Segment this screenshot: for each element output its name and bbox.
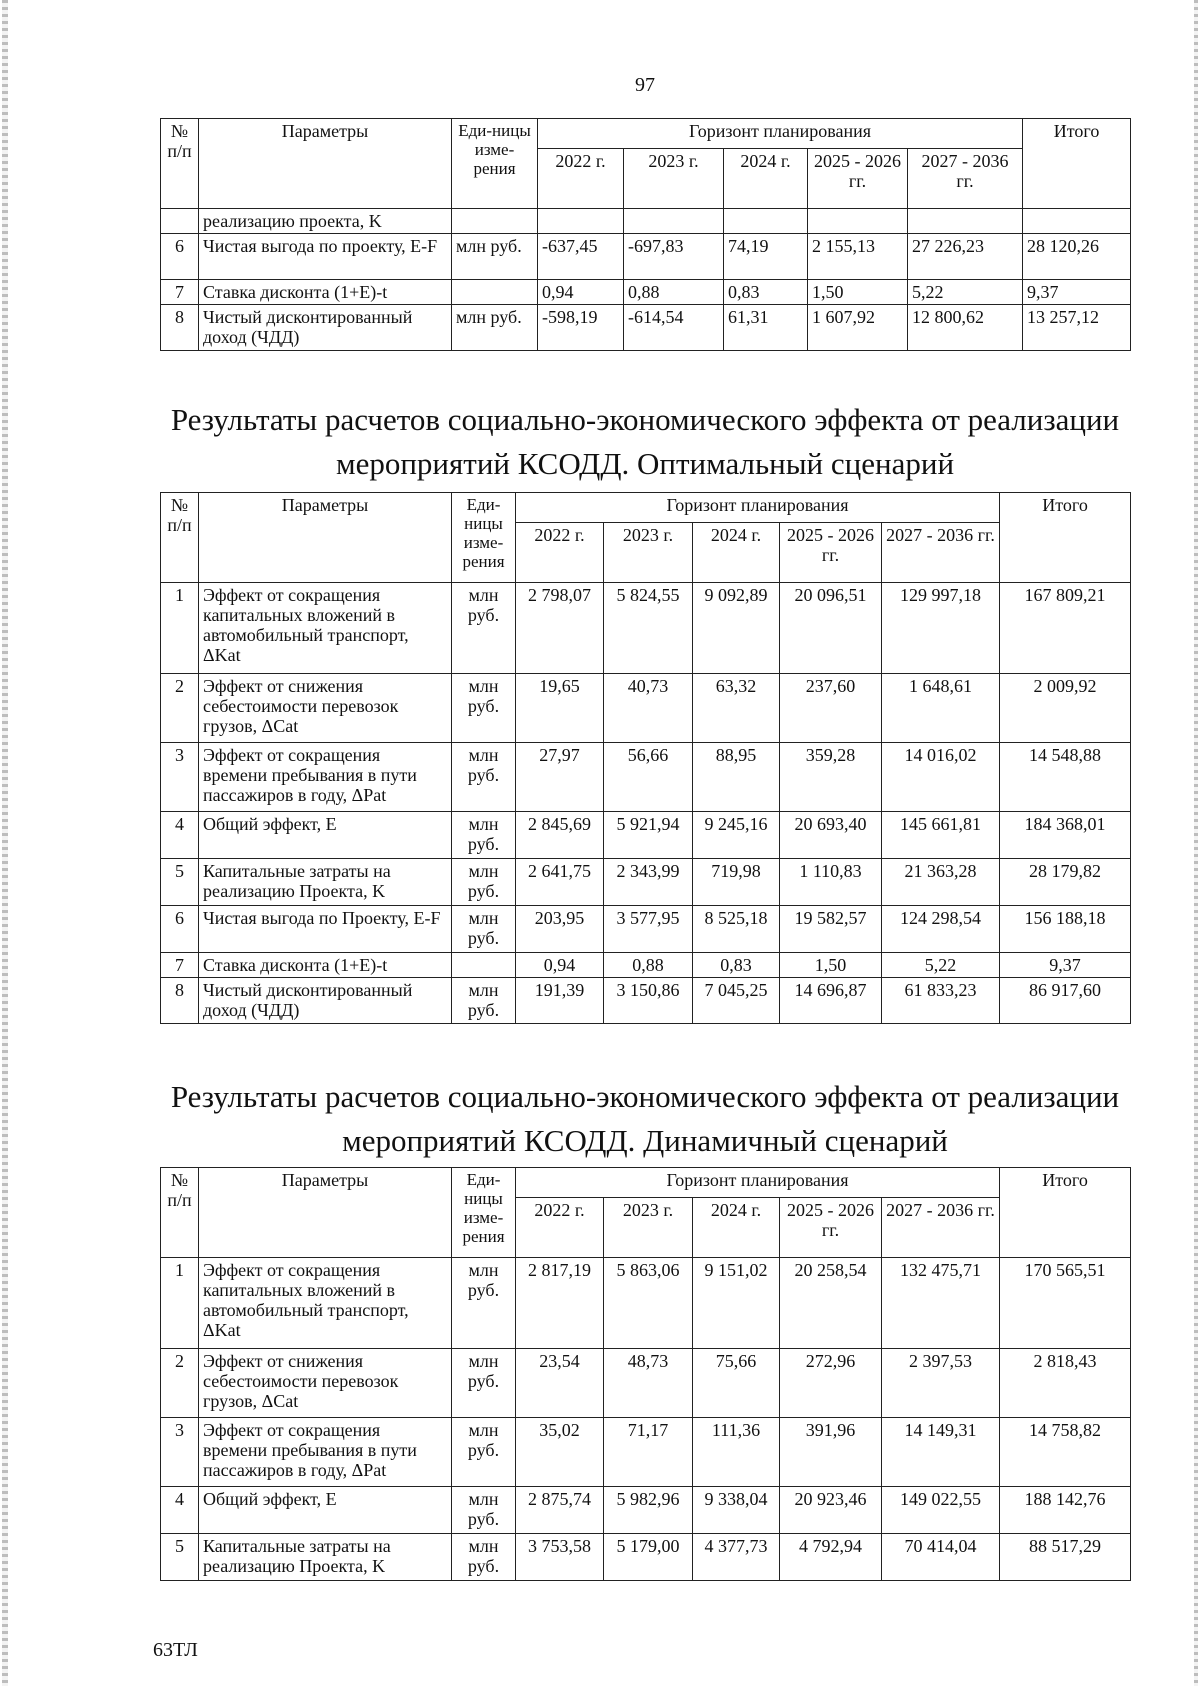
row-total: 156 188,18 — [1000, 906, 1131, 953]
row-value: 70 414,04 — [882, 1534, 1000, 1581]
row-value: 3 577,95 — [604, 906, 693, 953]
table-row — [161, 859, 1131, 906]
row-value: -598,19 — [538, 305, 624, 351]
row-value: 20 923,46 — [780, 1487, 882, 1534]
header-year-2025-2026: 2025 - 2026 гг. — [808, 149, 908, 209]
row-value: 9 338,04 — [693, 1487, 780, 1534]
row-unit: млн руб. — [452, 1418, 516, 1487]
continued-table — [160, 118, 1131, 351]
header-year-2024: 2024 г. — [693, 523, 780, 583]
header-year-2027-2036: 2027 - 2036 гг. — [882, 1198, 1000, 1258]
row-unit: млн руб. — [452, 743, 516, 812]
row-value: 19,65 — [516, 674, 604, 743]
dynamic-scenario-table — [160, 1167, 1131, 1581]
row-value — [808, 209, 908, 234]
row-value: 1,50 — [808, 280, 908, 305]
row-number: 4 — [161, 812, 199, 859]
row-value: 21 363,28 — [882, 859, 1000, 906]
row-unit: млн руб. — [452, 978, 516, 1024]
row-number: 6 — [161, 906, 199, 953]
row-value: 124 298,54 — [882, 906, 1000, 953]
row-value: 145 661,81 — [882, 812, 1000, 859]
row-total: 13 257,12 — [1023, 305, 1131, 351]
row-value: 129 997,18 — [882, 583, 1000, 674]
header-total: Итого — [1000, 1168, 1131, 1258]
header-num: № п/п — [161, 119, 199, 209]
row-value: 7 045,25 — [693, 978, 780, 1024]
row-number: 4 — [161, 1487, 199, 1534]
row-value: 0,88 — [604, 953, 693, 978]
row-value: 61,31 — [724, 305, 808, 351]
row-value — [624, 209, 724, 234]
row-value: 0,83 — [724, 280, 808, 305]
header-year-2024: 2024 г. — [724, 149, 808, 209]
row-unit: млн руб. — [452, 674, 516, 743]
row-unit: млн руб. — [452, 906, 516, 953]
row-total: 2 818,43 — [1000, 1349, 1131, 1418]
row-value: 75,66 — [693, 1349, 780, 1418]
row-total: 14 758,82 — [1000, 1418, 1131, 1487]
table-row — [161, 1534, 1131, 1581]
header-total: Итого — [1000, 493, 1131, 583]
row-value: 20 096,51 — [780, 583, 882, 674]
row-value: 203,95 — [516, 906, 604, 953]
row-parameter: реализацию проекта, K — [199, 209, 452, 234]
row-value: 4 377,73 — [693, 1534, 780, 1581]
row-value: 20 693,40 — [780, 812, 882, 859]
row-unit: млн руб. — [452, 305, 538, 351]
table-row — [161, 209, 1131, 234]
row-value: 5,22 — [908, 280, 1023, 305]
row-unit: млн руб. — [452, 859, 516, 906]
table-row — [161, 1418, 1131, 1487]
row-value: 20 258,54 — [780, 1258, 882, 1349]
row-value: 2 798,07 — [516, 583, 604, 674]
row-total: 88 517,29 — [1000, 1534, 1131, 1581]
header-units: Еди-ницы изме-рения — [452, 119, 538, 209]
row-total: 188 142,76 — [1000, 1487, 1131, 1534]
row-value: 5 982,96 — [604, 1487, 693, 1534]
row-total: 9,37 — [1023, 280, 1131, 305]
row-parameter: Капитальные затраты на реализацию Проекта, K — [199, 859, 452, 906]
table-row — [161, 812, 1131, 859]
row-parameter: Чистая выгода по проекту, E-F — [199, 234, 452, 280]
header-year-2027-2036: 2027 - 2036 гг. — [882, 523, 1000, 583]
table-row — [161, 1487, 1131, 1534]
row-value: 27 226,23 — [908, 234, 1023, 280]
row-value: 4 792,94 — [780, 1534, 882, 1581]
header-params: Параметры — [199, 1168, 452, 1258]
row-value: -637,45 — [538, 234, 624, 280]
row-number — [161, 209, 199, 234]
row-value: 5,22 — [882, 953, 1000, 978]
row-value: 272,96 — [780, 1349, 882, 1418]
optimal-title-line-1: Результаты расчетов социально-экономического эффекта от реализации — [170, 402, 1120, 437]
row-number: 6 — [161, 234, 199, 280]
row-value: 63,32 — [693, 674, 780, 743]
table-row — [161, 1258, 1131, 1349]
row-value: 5 921,94 — [604, 812, 693, 859]
row-value — [908, 209, 1023, 234]
header-year-2024: 2024 г. — [693, 1198, 780, 1258]
row-value: 12 800,62 — [908, 305, 1023, 351]
row-parameter: Эффект от сокращения капитальных вложений в автомобильный транспорт, ΔKat — [199, 1258, 452, 1349]
header-year-2027-2036: 2027 - 2036 гг. — [908, 149, 1023, 209]
scan-edge-left — [2, 0, 8, 1686]
row-parameter: Капитальные затраты на реализацию Проекта, K — [199, 1534, 452, 1581]
header-params: Параметры — [199, 119, 452, 209]
row-number: 8 — [161, 305, 199, 351]
row-value: -697,83 — [624, 234, 724, 280]
row-value: 0,94 — [516, 953, 604, 978]
row-value: 3 150,86 — [604, 978, 693, 1024]
row-number: 3 — [161, 1418, 199, 1487]
row-value: 1,50 — [780, 953, 882, 978]
row-unit: млн руб. — [452, 1258, 516, 1349]
header-horizon: Горизонт планирования — [516, 1168, 1000, 1198]
row-total: 28 179,82 — [1000, 859, 1131, 906]
table-row — [161, 906, 1131, 953]
row-unit: млн руб. — [452, 812, 516, 859]
row-value: 88,95 — [693, 743, 780, 812]
row-value: 14 016,02 — [882, 743, 1000, 812]
row-parameter: Эффект от снижения себестоимости перевозок грузов, ΔCat — [199, 1349, 452, 1418]
row-value: 359,28 — [780, 743, 882, 812]
row-unit: млн руб. — [452, 1349, 516, 1418]
row-parameter: Эффект от сокращения времени пребывания в пути пассажиров в году, ΔPat — [199, 743, 452, 812]
row-parameter: Ставка дисконта (1+E)-t — [199, 280, 452, 305]
row-value: 2 641,75 — [516, 859, 604, 906]
row-value: 27,97 — [516, 743, 604, 812]
row-parameter: Эффект от сокращения капитальных вложений в автомобильный транспорт, ΔKat — [199, 583, 452, 674]
row-parameter: Ставка дисконта (1+E)-t — [199, 953, 452, 978]
row-number: 7 — [161, 953, 199, 978]
header-year-2025-2026: 2025 - 2026 гг. — [780, 1198, 882, 1258]
row-value: 74,19 — [724, 234, 808, 280]
optimal-title-line-2: мероприятий КСОДД. Оптимальный сценарий — [335, 446, 955, 481]
row-total: 167 809,21 — [1000, 583, 1131, 674]
row-value — [724, 209, 808, 234]
row-total: 170 565,51 — [1000, 1258, 1131, 1349]
table-row — [161, 583, 1131, 674]
optimal-scenario-table — [160, 492, 1131, 1024]
row-value: 3 753,58 — [516, 1534, 604, 1581]
row-value: 2 343,99 — [604, 859, 693, 906]
row-total — [1023, 209, 1131, 234]
header-year-2022: 2022 г. — [538, 149, 624, 209]
row-value: 5 863,06 — [604, 1258, 693, 1349]
row-value: 719,98 — [693, 859, 780, 906]
row-value: 14 696,87 — [780, 978, 882, 1024]
row-value: 391,96 — [780, 1418, 882, 1487]
row-parameter: Эффект от сокращения времени пребывания в пути пассажиров в году, ΔPat — [199, 1418, 452, 1487]
header-params: Параметры — [199, 493, 452, 583]
row-value: 191,39 — [516, 978, 604, 1024]
document-code: 63ТЛ — [153, 1639, 198, 1661]
row-value: 1 607,92 — [808, 305, 908, 351]
row-value: 149 022,55 — [882, 1487, 1000, 1534]
row-number: 2 — [161, 674, 199, 743]
header-units: Еди-ницы изме-рения — [452, 493, 516, 583]
optimal-scenario-title — [160, 398, 1130, 486]
row-unit — [452, 953, 516, 978]
table-row — [161, 234, 1131, 280]
row-value: 1 110,83 — [780, 859, 882, 906]
row-total: 184 368,01 — [1000, 812, 1131, 859]
scan-edge-right — [1194, 0, 1198, 1686]
row-value: 14 149,31 — [882, 1418, 1000, 1487]
header-year-2022: 2022 г. — [516, 523, 604, 583]
row-value: 5 824,55 — [604, 583, 693, 674]
row-value: 2 817,19 — [516, 1258, 604, 1349]
row-value: 1 648,61 — [882, 674, 1000, 743]
row-value: 2 155,13 — [808, 234, 908, 280]
row-number: 8 — [161, 978, 199, 1024]
row-unit: млн руб. — [452, 1487, 516, 1534]
row-number: 1 — [161, 1258, 199, 1349]
table-row — [161, 953, 1131, 978]
row-unit — [452, 209, 538, 234]
row-value: 237,60 — [780, 674, 882, 743]
row-total: 2 009,92 — [1000, 674, 1131, 743]
row-value: 48,73 — [604, 1349, 693, 1418]
header-year-2023: 2023 г. — [624, 149, 724, 209]
header-year-2025-2026: 2025 - 2026 гг. — [780, 523, 882, 583]
dynamic-title-line-1: Результаты расчетов социально-экономического эффекта от реализации — [170, 1079, 1120, 1114]
table-row — [161, 978, 1131, 1024]
row-value: 0,83 — [693, 953, 780, 978]
row-value: 8 525,18 — [693, 906, 780, 953]
row-number: 1 — [161, 583, 199, 674]
row-value: 19 582,57 — [780, 906, 882, 953]
row-number: 5 — [161, 1534, 199, 1581]
table-row — [161, 674, 1131, 743]
row-value: 9 245,16 — [693, 812, 780, 859]
header-num: № п/п — [161, 493, 199, 583]
page-number: 97 — [635, 74, 655, 96]
row-total: 86 917,60 — [1000, 978, 1131, 1024]
row-number: 2 — [161, 1349, 199, 1418]
row-value: 5 179,00 — [604, 1534, 693, 1581]
row-value: 56,66 — [604, 743, 693, 812]
row-value: 2 875,74 — [516, 1487, 604, 1534]
row-parameter: Чистая выгода по Проекту, E-F — [199, 906, 452, 953]
row-value: 2 845,69 — [516, 812, 604, 859]
row-parameter: Чистый дисконтированный доход (ЧДД) — [199, 305, 452, 351]
row-value: 61 833,23 — [882, 978, 1000, 1024]
row-value: 9 151,02 — [693, 1258, 780, 1349]
dynamic-title-line-2: мероприятий КСОДД. Динамичный сценарий — [342, 1123, 948, 1158]
row-number: 3 — [161, 743, 199, 812]
table-row — [161, 305, 1131, 351]
table-row — [161, 743, 1131, 812]
row-unit: млн руб. — [452, 1534, 516, 1581]
row-unit: млн руб. — [452, 234, 538, 280]
dynamic-scenario-title — [160, 1075, 1130, 1163]
row-value: 132 475,71 — [882, 1258, 1000, 1349]
row-number: 7 — [161, 280, 199, 305]
row-number: 5 — [161, 859, 199, 906]
row-total: 9,37 — [1000, 953, 1131, 978]
row-total: 14 548,88 — [1000, 743, 1131, 812]
row-value — [538, 209, 624, 234]
row-value: 0,88 — [624, 280, 724, 305]
row-value: 35,02 — [516, 1418, 604, 1487]
header-year-2023: 2023 г. — [604, 1198, 693, 1258]
row-value: 111,36 — [693, 1418, 780, 1487]
header-total: Итого — [1023, 119, 1131, 209]
row-value: -614,54 — [624, 305, 724, 351]
row-parameter: Эффект от снижения себестоимости перевозок грузов, ΔCat — [199, 674, 452, 743]
row-value: 40,73 — [604, 674, 693, 743]
header-year-2023: 2023 г. — [604, 523, 693, 583]
header-horizon: Горизонт планирования — [538, 119, 1023, 149]
header-num: № п/п — [161, 1168, 199, 1258]
row-value: 2 397,53 — [882, 1349, 1000, 1418]
header-year-2022: 2022 г. — [516, 1198, 604, 1258]
row-value: 23,54 — [516, 1349, 604, 1418]
row-parameter: Общий эффект, E — [199, 1487, 452, 1534]
row-unit: млн руб. — [452, 583, 516, 674]
row-parameter: Общий эффект, E — [199, 812, 452, 859]
row-unit — [452, 280, 538, 305]
row-value: 0,94 — [538, 280, 624, 305]
row-value: 9 092,89 — [693, 583, 780, 674]
row-value: 71,17 — [604, 1418, 693, 1487]
row-total: 28 120,26 — [1023, 234, 1131, 280]
table-row — [161, 1349, 1131, 1418]
row-parameter: Чистый дисконтированный доход (ЧДД) — [199, 978, 452, 1024]
header-horizon: Горизонт планирования — [516, 493, 1000, 523]
table-row — [161, 280, 1131, 305]
header-units: Еди-ницы изме-рения — [452, 1168, 516, 1258]
